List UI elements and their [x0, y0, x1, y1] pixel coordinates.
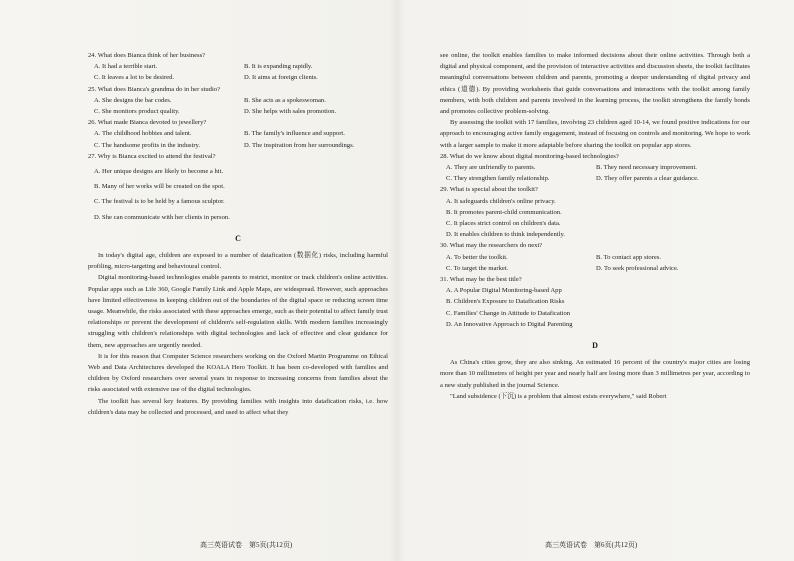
q25-option-c: C. She monitors product quality.	[94, 108, 180, 116]
section-d-heading: D	[592, 341, 598, 351]
q28-option-a: A. They are unfriendly to parents.	[446, 164, 536, 172]
page-footer-right: 高三英语试卷 第6页(共12页)	[545, 541, 638, 549]
q26-option-c: C. The handsome profits in the industry.	[94, 141, 201, 149]
q30-option-a: A. To better the toolkit.	[446, 253, 508, 261]
passage-c-paragraph-3: It is for this reason that Computer Science researchers working on the Oxford Martin Programme on Ethical Web and Data Architectures developed the KOALA Hero Toolkit. It has been co-developed with families and children by Oxford researchers over several years in response to increasing concerns from families about the risks associated with extensive use of the digital technologies.	[88, 352, 388, 394]
q26-options-cd	[88, 140, 388, 151]
q24-option-d: D. It aims at foreign clients.	[244, 74, 318, 82]
q24-option-b: B. It is expanding rapidly.	[244, 63, 313, 71]
q30-option-c: C. To target the market.	[446, 264, 509, 272]
q28-options-ab	[440, 162, 750, 173]
q30-options-cd	[440, 263, 750, 274]
q30-option-b: B. To contact app stores.	[596, 253, 661, 261]
q29-option-c: C. It places strict control on children's data.	[446, 220, 561, 228]
question-27: 27. Why is Bianca excited to attend the festival?	[88, 152, 216, 160]
q29-option-d: D. It enables children to think independently.	[446, 231, 565, 239]
section-c-heading: C	[235, 233, 241, 243]
q29-option-b: B. It promotes parent-child communication.	[446, 208, 562, 216]
q28-option-c: C. They strengthen family relationship.	[446, 175, 550, 183]
question-31: 31. What may be the best title?	[440, 276, 522, 284]
passage-c-paragraph-5: see online, the toolkit enables families to make informed decisions about their online activities. Through both a digital and physical component, and the provision of interactive activities and discussion sheets, the toolkit facilitates meaningful conversations between children and parents, promoting a deeper understanding of digital privacy and ethics (道德). By providing worksheets that guide conversations and interactions with the toolkit among family members, with both children and parents involved in the learning process, the toolkit strengthens the family bonds and promotes collective problem-solving.	[440, 52, 750, 116]
passage-d-paragraph-1: As China's cities grow, they are also sinking. An estimated 16 percent of the country's major cities are losing more than 10 millimetres of height per year and nearly half are losing more than 3 millimetres per year, according to a new study published in the journal Science.	[440, 359, 750, 389]
q25-option-a: A. She designs the bar codes.	[94, 96, 172, 104]
q25-option-d: D. She helps with sales promotion.	[244, 108, 337, 116]
q28-option-b: B. They need necessary improvement.	[596, 164, 697, 172]
question-25: 25. What does Bianca's grandma do in her studio?	[88, 85, 220, 93]
passage-d-paragraph-2: "Land subsidence (下沉) is a problem that almost exists everywhere," said Robert	[450, 392, 667, 400]
q25-options-cd	[88, 106, 388, 117]
q25-option-b: B. She acts as a spokeswoman.	[244, 96, 326, 104]
q27-option-c: C. The festival is to be held by a famous sculptor.	[94, 198, 225, 206]
question-26: 26. What made Bianca devoted to jewellery?	[88, 119, 207, 127]
q27-option-b: B. Many of her works will be created on the spot.	[94, 183, 225, 191]
q26-option-b: B. The family's influence and support.	[244, 130, 345, 138]
question-30: 30. What may the researchers do next?	[440, 242, 543, 250]
q27-option-a: A. Her unique designs are likely to become a hit.	[94, 168, 224, 176]
q24-options-cd	[88, 72, 388, 83]
question-29: 29. What is special about the toolkit?	[440, 186, 538, 194]
passage-c-paragraph-4: The toolkit has several key features. By providing families with insights into datafication risks, i.e. how children's data may be collected and processed, and used to affect what they	[88, 397, 388, 416]
q26-option-d: D. The inspiration from her surroundings.	[244, 141, 355, 149]
passage-c-paragraph-6: By assessing the toolkit with 17 families, involving 23 children aged 10-14, we found positive indications for our approach to encouraging active family engagement, instead of focusing on controls and monitoring. We hope to work with a larger sample to make it more adaptable before sharing the toolkit on popular app stores.	[440, 119, 750, 149]
question-28: 28. What do we know about digital monitoring-based technologies?	[440, 152, 619, 160]
page-footer-left: 高三英语试卷 第5页(共12页)	[200, 541, 293, 549]
passage-c-paragraph-2: Digital monitoring-based technologies enable parents to restrict, monitor or track children's online activities. Popular apps such as Life 360, Google Family Link and Apple Maps, are widespread. However, such approaches have limited effectiveness in keeping children out of the boundaries of the digital space or reducing screen time usage. Meanwhile, the risks associated with these approaches emerge, such as their potential to affect family trust relationships or prevent the development of children's self-regulation skills. With modern families increasingly struggling with children's relationships with digital technologies and lack of effective and clear guidance for them, new approaches are urgently needed.	[88, 274, 388, 349]
q30-options-ab	[440, 252, 750, 263]
q26-options-ab	[88, 128, 388, 139]
q24-options-ab	[88, 61, 388, 72]
q28-options-cd	[440, 173, 750, 184]
left-column	[88, 50, 388, 418]
q27-option-d: D. She can communicate with her clients in person.	[94, 213, 230, 221]
q24-option-c: C. It leaves a lot to be desired.	[94, 74, 175, 82]
q31-option-c: C. Families' Change in Attitude to Datafication	[446, 309, 571, 317]
q24-option-a: A. It had a terrible start.	[94, 63, 158, 71]
passage-c-paragraph-1: In today's digital age, children are exposed to a number of datafication (数据化) risks, including harmful profiling, micro-targeting and behavioural control.	[88, 252, 388, 271]
q28-option-d: D. They offer parents a clear guidance.	[596, 175, 699, 183]
q30-option-d: D. To seek professional advice.	[596, 264, 679, 272]
q31-option-b: B. Children's Exposure to Datafication Risks	[446, 298, 565, 306]
q25-options-ab	[88, 95, 388, 106]
q31-option-d: D. An Innovative Approach to Digital Parenting	[446, 320, 573, 328]
q29-option-a: A. It safeguards children's online privacy.	[446, 197, 556, 205]
right-column	[440, 50, 750, 402]
q31-option-a: A. A Popular Digital Monitoring-based App	[446, 287, 562, 295]
question-24: 24. What does Bianca think of her business?	[88, 52, 206, 59]
q26-option-a: A. The childhood hobbies and talent.	[94, 130, 192, 138]
